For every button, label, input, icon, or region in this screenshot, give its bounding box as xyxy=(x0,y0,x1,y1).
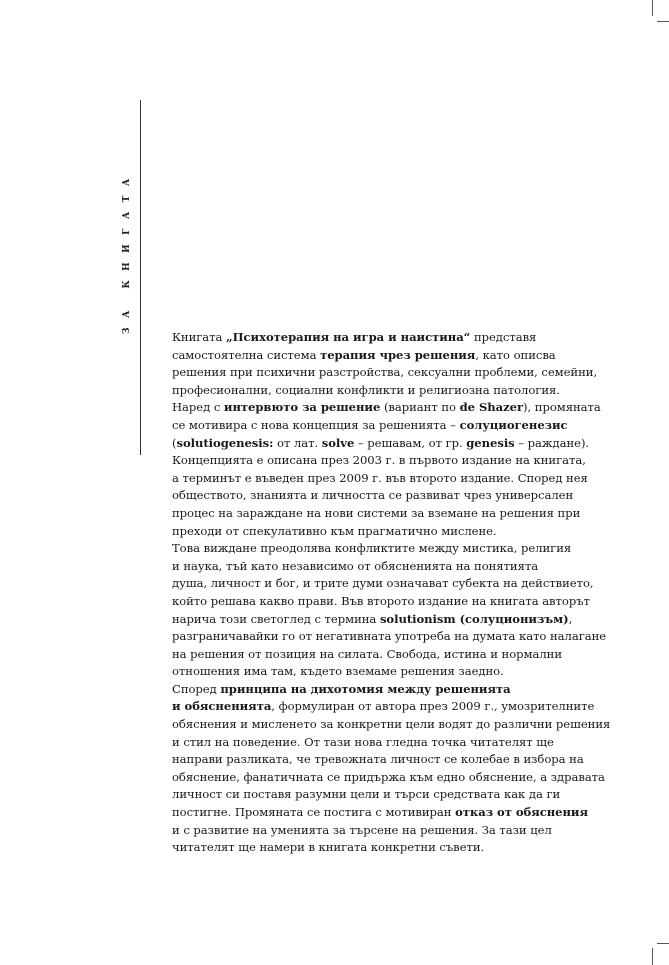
text-line xyxy=(172,628,607,646)
text-segment: представя xyxy=(470,330,537,344)
text-segment: ( xyxy=(172,435,177,450)
text-line xyxy=(172,751,584,769)
text-line xyxy=(172,822,577,840)
text-segment: и наука, тъй като независимо от обясненията на понятията xyxy=(172,558,539,573)
bold-term: „Психотерапия на игра и наистина“ xyxy=(226,330,471,344)
text-line xyxy=(172,611,577,629)
side-section-title: ЗА КНИГАТА xyxy=(122,169,132,334)
text-segment: а терминът е въведен през 2009 г. във второто издание. Според нея xyxy=(172,470,588,485)
bold-term: интервюто за решение xyxy=(223,400,381,415)
text-line xyxy=(172,716,611,734)
text-segment: самостоятелна система xyxy=(172,347,321,362)
side-vertical-rule xyxy=(140,100,141,455)
text-segment: читателят ще намери в книгата конкретни съвети. xyxy=(172,840,485,855)
text-line xyxy=(172,505,581,523)
text-segment: , като описва xyxy=(475,347,556,362)
text-segment: , xyxy=(568,611,573,626)
text-line xyxy=(172,523,577,541)
text-line xyxy=(172,646,577,664)
text-segment: се мотивира с нова концепция за решенията – xyxy=(172,417,460,432)
crop-mark-top-horizontal xyxy=(657,21,669,22)
text-segment: нарича този светоглед с термина xyxy=(172,611,380,626)
text-line xyxy=(172,769,605,787)
text-segment: преходи от спекулативно към прагматично мислене. xyxy=(172,523,497,538)
text-segment: и с развитие на уменията за търсене на решения. За тази цел xyxy=(172,822,552,837)
text-segment: професионални, социални конфликти и религиозна патология. xyxy=(172,382,560,397)
bold-term: и обясненията xyxy=(172,699,272,714)
text-segment: процес на зараждане на нови системи за вземане на решения при xyxy=(172,505,581,520)
bold-term: отказ от обяснения xyxy=(455,805,588,820)
bold-term: принципа на дихотомия между решенията xyxy=(220,681,511,696)
text-line xyxy=(172,399,601,417)
text-segment: ), промяната xyxy=(523,400,601,415)
bold-term: терапия чрез решения xyxy=(320,347,476,362)
bold-term: solve xyxy=(321,435,355,450)
book-description-text xyxy=(172,329,611,857)
crop-mark-bottom-horizontal xyxy=(657,943,669,944)
text-line xyxy=(172,452,586,470)
text-segment: личност си поставя разумни цели и търси средствата как да ги xyxy=(172,787,561,802)
text-line xyxy=(172,681,577,699)
text-segment: постигне. Промяната се постига с мотивиран xyxy=(172,805,456,820)
text-segment: (вариант по xyxy=(380,400,460,415)
text-line xyxy=(172,540,577,558)
text-segment: и стил на поведение. От тази нова гледна точка читателят ще xyxy=(172,734,554,749)
text-line xyxy=(172,487,577,505)
text-segment: от лат. xyxy=(273,435,322,450)
text-segment: решения при психични разстройства, сексуални проблеми, семейни, xyxy=(172,365,598,380)
text-segment: обяснения и мисленето за конкретни цели водят до различни решения xyxy=(172,717,611,732)
bold-term: genesis xyxy=(466,435,515,450)
text-segment: – решавам, от гр. xyxy=(354,435,467,450)
text-segment: Това виждане преодолява конфликтите между мистика, религия xyxy=(172,541,572,556)
text-line xyxy=(172,347,577,365)
text-segment: Концепцията е описана през 2003 г. в първото издание на книгата, xyxy=(172,453,586,468)
text-segment: Според xyxy=(172,681,221,696)
text-line xyxy=(172,804,588,822)
text-line xyxy=(172,839,577,857)
text-segment: който решава какво прави. Във второто издание на книгата авторът xyxy=(172,593,590,608)
text-line xyxy=(172,734,577,752)
text-line xyxy=(172,786,577,804)
text-segment: , формулиран от автора през 2009 г., умозрителните xyxy=(271,699,595,714)
text-line xyxy=(172,435,590,453)
text-segment: душа, личност и бог, и трите думи означават субекта на действието, xyxy=(172,576,594,591)
text-line xyxy=(172,558,577,576)
text-line xyxy=(172,663,577,681)
text-line xyxy=(172,575,594,593)
text-line xyxy=(172,382,577,400)
text-line xyxy=(172,329,577,347)
text-segment: на решения от позиция на силата. Свобода, истина и нормални xyxy=(172,646,563,661)
text-segment: Наред с xyxy=(172,400,224,415)
text-segment: обяснение, фанатичната се придържа към едно обяснение, а здравата xyxy=(172,769,605,784)
text-line xyxy=(172,470,588,488)
text-segment: разграничавайки го от негативната употреба на думата като налагане xyxy=(172,629,607,644)
crop-mark-top-vertical xyxy=(652,0,653,16)
text-segment: обществото, знанията и личността се развиват чрез универсален xyxy=(172,488,574,503)
bold-term: солуциогенезис xyxy=(459,417,568,432)
text-line xyxy=(172,417,577,435)
text-segment: Книгата xyxy=(172,330,227,344)
bold-term: solutiogenesis: xyxy=(176,435,274,450)
text-segment: направи разликата, че тревожната личност се колебае в избора на xyxy=(172,752,584,767)
text-line xyxy=(172,698,595,716)
text-line xyxy=(172,364,598,382)
text-line xyxy=(172,593,590,611)
crop-mark-bottom-vertical xyxy=(652,948,653,965)
bold-term: de Shazer xyxy=(459,400,524,415)
text-segment: отношения има там, където вземаме решения заедно. xyxy=(172,664,504,679)
text-segment: – раждане). xyxy=(514,435,590,450)
bold-term: solutionism (солуционизъм) xyxy=(379,611,569,626)
